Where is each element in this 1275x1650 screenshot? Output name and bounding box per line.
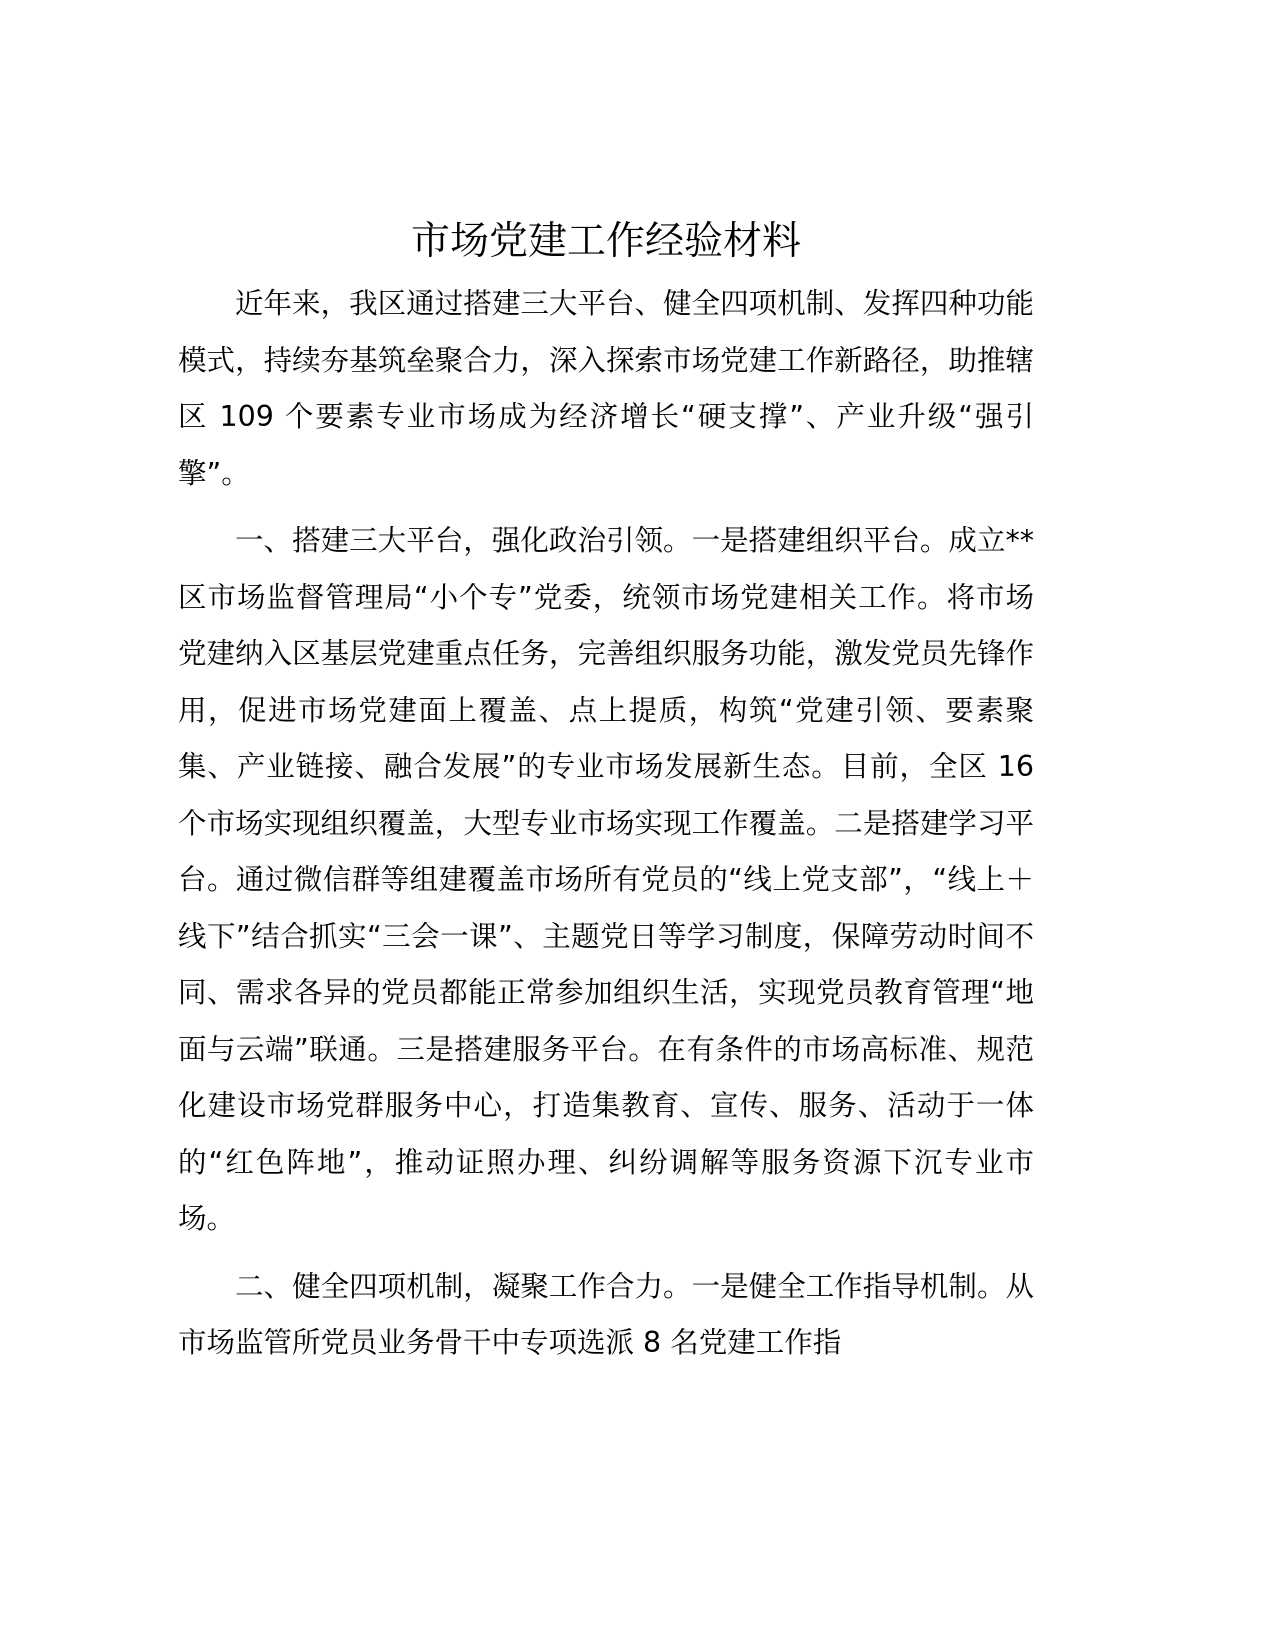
document-title: 市场党建工作经验材料 [410, 219, 801, 264]
paragraph-intro: 近年来，我区通过搭建三大平台、健全四项机制、发挥四种功能模式，持续夯基筑垒聚合力，深入探索市场党建工作新路径，助推辖区 109 个要素专业市场成为经济增长“硬支撑”、产业升级“强引擎”。 [178, 287, 1034, 490]
paragraph-section-one: 一、搭建三大平台，强化政治引领。一是搭建组织平台。成立**区市场监督管理局“小个专”党委，统领市场党建相关工作。将市场党建纳入区基层党建重点任务，完善组织服务功能，激发党员先锋作用，促进市场党建面上覆盖、点上提质，构筑“党建引领、要素聚集、产业链接、融合发展”的专业市场发展新生态。目前，全区 16 个市场实现组织覆盖，大型专业市场实现工作覆盖。二是搭建学习平台。通过微信群等组建覆盖市场所有党员的“线上党支部”，“线上＋线下”结合抓实“三会一课”、主题党日等学习制度，保障劳动时间不同、需求各异的党员都能正常参加组织生活，实现党员教育管理“地面与云端”联通。三是搭建服务平台。在有条件的市场高标准、规范化建设市场党群服务中心，打造集教育、宣传、服务、活动于一体的“红色阵地”，推动证照办理、纠纷调解等服务资源下沉专业市场。 [178, 524, 1034, 1235]
paragraph-section-two: 二、健全四项机制，凝聚工作合力。一是健全工作指导机制。从市场监管所党员业务骨干中专项选派 8 名党建工作指 [178, 1269, 1034, 1359]
document-page [178, 212, 1034, 1383]
